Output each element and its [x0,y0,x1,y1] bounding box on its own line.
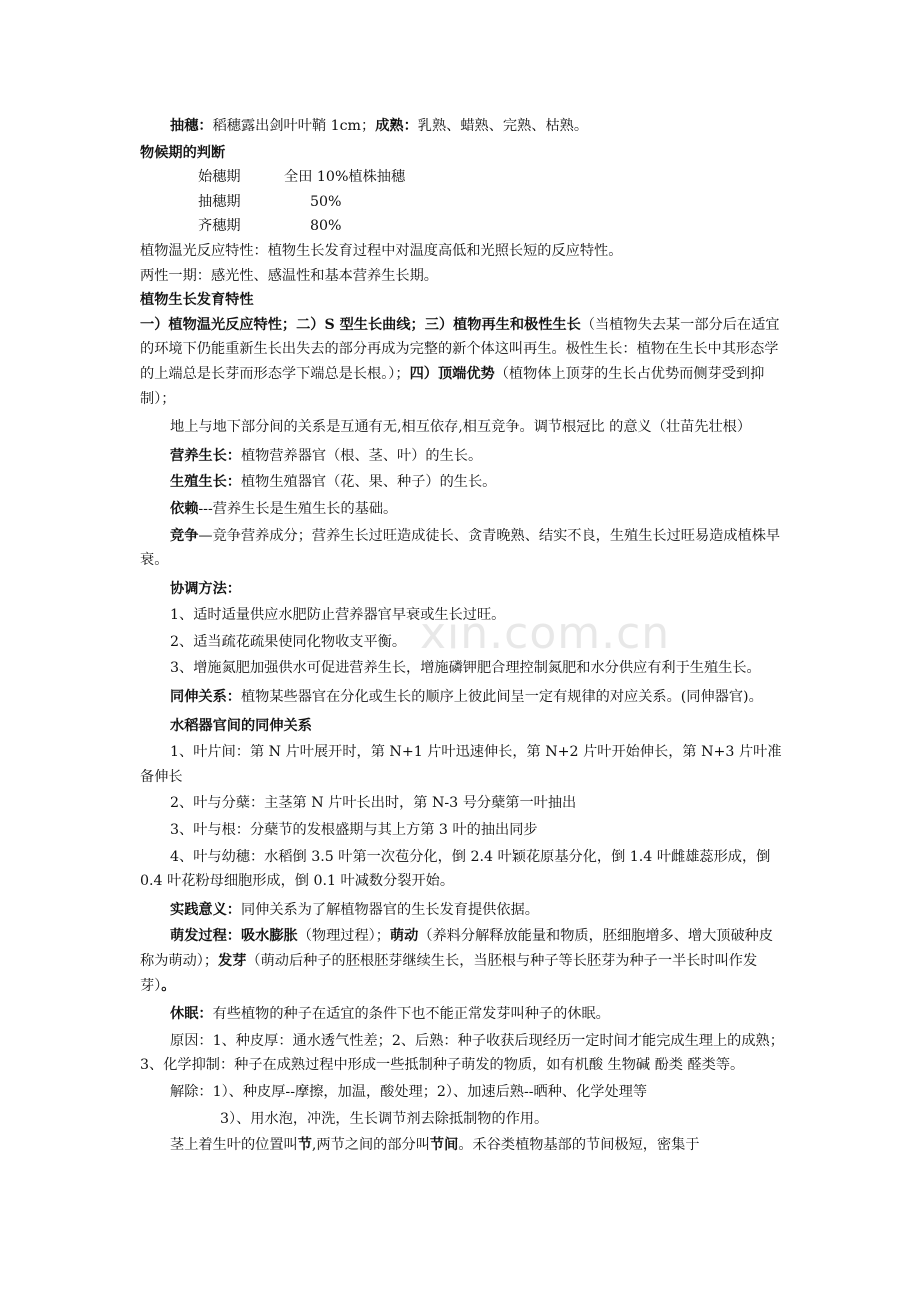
list-item: 2、叶与分蘖：主茎第 N 片叶长出时，第 N-3 号分蘖第一叶抽出 [170,795,577,812]
text: 。 [161,977,176,994]
paragraph [140,524,785,573]
text: —竞争营养成分；营养生长过旺造成徒长、贪青晚熟、结实不良，生殖生长过旺易造成植株早衰。 [140,527,781,569]
section-heading: 协调方法： [170,580,241,597]
term-heading: 同伸关系： [170,689,241,706]
paragraph [140,924,785,998]
table-cell: 齐穗期 [198,218,241,235]
paragraph-heading-stages [140,114,785,139]
term-heading: 发芽 [218,953,247,969]
term-heading: 实践意义： [170,901,241,918]
term-heading: 依赖 [170,500,199,517]
text: （物理过程）； [297,928,390,945]
term-heading: 一）植物温光反应特性；二）S 型生长曲线；三）植物再生和极性生长 [140,316,581,333]
table-cell: 始穗期 [198,169,241,186]
table-cell: 50% [310,193,342,210]
paragraph [140,313,785,411]
table-cell: 抽穗期 [198,193,241,210]
section-heading: 植物生长发育特性 [140,292,254,309]
term-heading: 萌发过程：吸水膨胀 [170,928,298,945]
table-row [140,190,785,215]
text: （养料分解释放能量和物质，胚细胞增多、增大顶破种皮称为萌动）； [140,928,774,969]
text: 。禾谷类植物基部的节间极短，密集于 [458,1137,700,1154]
text: 茎上着生叶的位置叫 [170,1137,298,1154]
paragraph: 3）、用水泡，冲洗，生长调节剂去除抵制物的作用。 [220,1110,549,1127]
text: 稻穗露出剑叶叶鞘 1cm； [212,118,376,134]
paragraph: 解除：1）、种皮厚--摩擦，加温，酸处理；2）、加速后熟--晒种、化学处理等 [170,1083,648,1100]
term-heading: 四）顶端优势 [409,365,495,382]
paragraph [140,444,785,469]
text: （萌动后种子的胚根胚芽继续生长，当胚根与种子等长胚芽为种子一半长时叫作发芽） [140,953,758,994]
paragraph [140,1133,785,1158]
term-heading: 萌动 [389,928,419,945]
list-item: 4、叶与幼穗：水稻倒 3.5 叶第一次苞分化，倒 2.4 叶颖花原基分化，倒 1.4 叶雌雄蕊形成，倒 0.4 叶花粉母细胞形成，倒 0.1 叶减数分裂开始。 [140,848,771,890]
term-heading: 生殖生长： [170,474,241,491]
text: 同伸关系为了解植物器官的生长发育提供依据。 [240,901,539,918]
section-heading: 水稻器官间的同伸关系 [170,717,312,734]
paragraph: 原因：1、种皮厚：通水透气性差；2、后熟：种子收获后现经历一定时间才能完成生理上的成熟；3、化学抑制：种子在成熟过程中形成一些抵制种子萌发的物质，如有机酸 生物碱 酚类 醛类等。 [140,1032,784,1074]
list-item: 2、适当疏花疏果使同化物收支平衡。 [170,633,407,650]
term-heading: 营养生长： [170,447,241,464]
term-heading: 竞争 [170,527,199,544]
text: （当植物失去某一部分后在适宜的环境下仍能重新生长出失去的部分再成为完整的新个体这叫再生。极性生长：植物在生长中其形态学的上端总是长芽而形态学下端总是长根。）； [140,316,780,382]
paragraph [140,497,785,522]
list-item: 1、适时适量供应水肥防止营养器官早衰或生长过旺。 [170,607,506,624]
text: 有些植物的种子在适宜的条件下也不能正常发芽叫种子的休眠。 [212,1006,610,1023]
table-row [140,165,785,190]
table-cell: 全田 10%植株抽穗 [284,169,406,186]
text: 植物生殖器官（花、果、种子）的生长。 [240,474,497,491]
paragraph [140,685,785,710]
term-heading: 节间 [429,1137,459,1154]
section-heading: 物候期的判断 [140,144,226,161]
list-item: 3、叶与根：分蘖节的发根盛期与其上方第 3 叶的抽出同步 [170,822,538,839]
table-cell: 80% [310,218,342,235]
text: （植物体上顶芽的生长占优势而侧芽受到抑制）； [140,365,765,407]
term-heading: 节 [297,1137,312,1154]
term-heading: 抽穗： [170,118,213,134]
paragraph [140,898,785,923]
paragraph [140,470,785,495]
text: 植物营养器官（根、茎、叶）的生长。 [240,447,483,464]
paragraph: 植物温光反应特性：植物生长发育过程中对温度高低和光照长短的反应特性。 [140,242,623,259]
list-item: 3、增施氮肥加强供水可促进营养生长，增施磷钾肥合理控制氮肥和水分供应有利于生殖生长。 [170,660,761,677]
text: 植物某些器官在分化或生长的顺序上彼此间呈一定有规律的对应关系。(同伸器官)。 [240,689,763,706]
paragraph: 两性一期：感光性、感温性和基本营养生长期。 [140,267,438,284]
text: 乳熟、蜡熟、完熟、枯熟。 [417,118,589,134]
document-body [140,114,785,1158]
watermark: xin.com.cn [420,608,671,659]
paragraph: 地上与地下部分间的关系是互通有无,相互依存,相互竞争。调节根冠比 的意义（壮苗先壮根） [170,419,752,436]
table-row [140,214,785,239]
term-heading: 成熟： [375,118,418,134]
text: ---营养生长是生殖生长的基础。 [198,500,398,517]
term-heading: 休眠： [170,1006,213,1023]
text: ,两节之间的部分叫 [311,1137,430,1154]
list-item: 1、叶片间：第 N 片叶展开时，第 N+1 片叶迅速伸长，第 N+2 片叶开始伸长，第 N+3 片叶准备伸长 [140,744,782,785]
paragraph [140,1002,785,1027]
